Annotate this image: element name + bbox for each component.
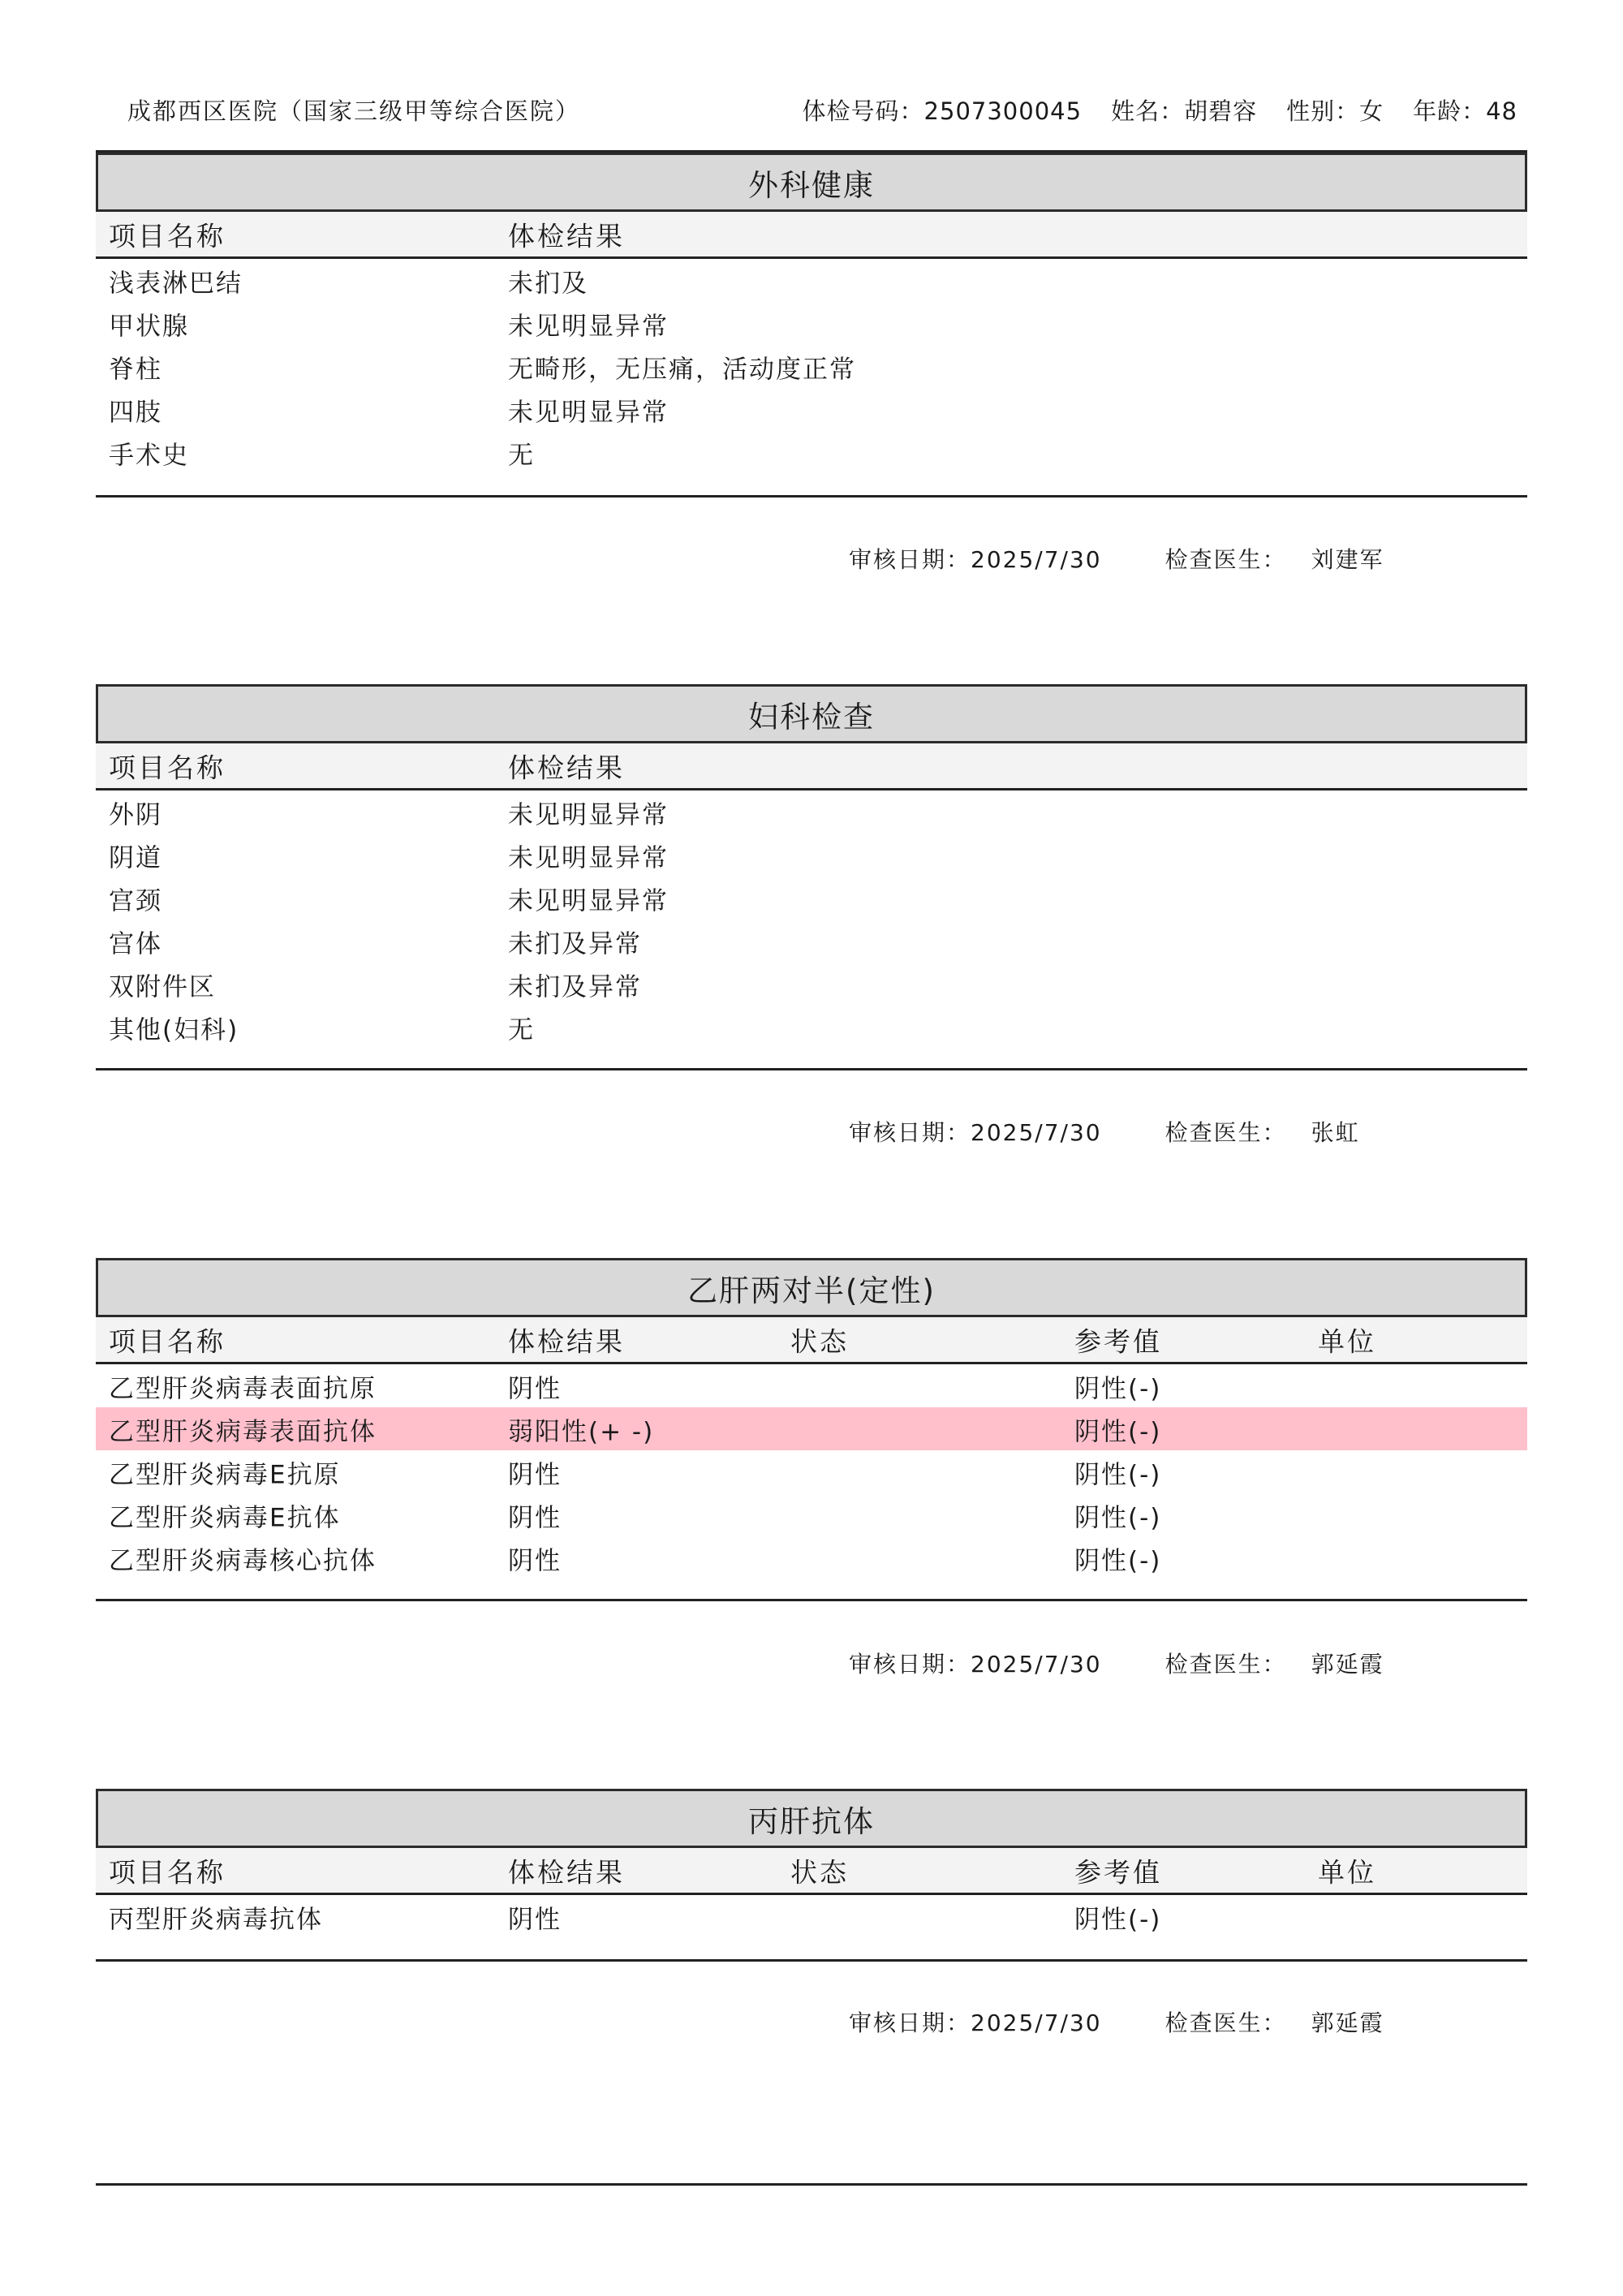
review-date-label: 审核日期： — [849, 1651, 971, 1678]
section-hepatitis-c — [96, 1789, 1527, 1938]
document-header — [0, 93, 1623, 127]
patient-info — [773, 93, 1518, 127]
doctor-name: 张虹 — [1311, 1119, 1360, 1146]
table-row — [96, 790, 1527, 834]
table-row — [96, 1895, 1527, 1938]
col-header-status: 状态 — [790, 1856, 849, 1888]
review-date: 2025/7/30 — [971, 1119, 1102, 1146]
footer-divider — [96, 2183, 1527, 2186]
item-result: 未见明显异常 — [508, 312, 669, 341]
section-bottom-rule — [96, 1068, 1527, 1070]
section-bottom-rule — [96, 1599, 1527, 1601]
hospital-name: 成都西区医院（国家三级甲等综合医院） — [127, 97, 581, 125]
section-hepatitis-b — [96, 1258, 1527, 1579]
table-row — [96, 1493, 1527, 1536]
item-name: 宫颈 — [109, 886, 162, 915]
table-row — [96, 1536, 1527, 1579]
col-header-result: 体检结果 — [508, 752, 625, 783]
item-name: 外阴 — [109, 800, 162, 829]
table-row — [96, 259, 1527, 302]
doctor-name: 刘建军 — [1311, 546, 1384, 573]
item-result: 未见明显异常 — [508, 800, 669, 829]
item-name: 乙型肝炎病毒核心抗体 — [109, 1546, 377, 1575]
item-reference: 阴性(-) — [1074, 1374, 1162, 1403]
table-row — [96, 963, 1527, 1006]
item-result: 未扪及异常 — [508, 972, 642, 1002]
section-title: 乙肝两对半(定性) — [96, 1258, 1527, 1317]
review-date-label: 审核日期： — [849, 1119, 971, 1146]
section-title: 外科健康 — [96, 153, 1527, 212]
item-result: 未扪及 — [508, 269, 588, 298]
doctor-label: 检查医生： — [1165, 1651, 1287, 1678]
table-header-row — [96, 1848, 1527, 1895]
item-reference: 阴性(-) — [1074, 1503, 1162, 1532]
col-header-status: 状态 — [790, 1325, 849, 1357]
item-result: 无畸形，无压痛，活动度正常 — [508, 355, 856, 384]
table-header-row — [96, 743, 1527, 790]
section-title: 丙肝抗体 — [96, 1789, 1527, 1848]
signoff-surgery — [849, 542, 1384, 575]
item-result: 阴性 — [508, 1503, 562, 1532]
patient-name: 姓名：胡碧容 — [1111, 97, 1258, 125]
item-reference: 阴性(-) — [1074, 1417, 1162, 1446]
item-result: 未扪及异常 — [508, 929, 642, 958]
col-header-item: 项目名称 — [109, 1856, 226, 1888]
table-row-abnormal — [96, 1407, 1527, 1450]
item-reference: 阴性(-) — [1074, 1905, 1162, 1934]
doctor-name: 郭延霞 — [1311, 1651, 1384, 1678]
item-name: 阴道 — [109, 843, 162, 872]
col-header-result: 体检结果 — [508, 220, 625, 252]
section-bottom-rule — [96, 1959, 1527, 1962]
signoff-hepatitis-b — [849, 1647, 1384, 1679]
item-name: 双附件区 — [109, 972, 216, 1002]
item-result: 阴性 — [508, 1460, 562, 1489]
col-header-item: 项目名称 — [109, 752, 226, 783]
item-name: 乙型肝炎病毒E抗原 — [109, 1460, 341, 1489]
section-bottom-rule — [96, 495, 1527, 498]
col-header-unit: 单位 — [1318, 1856, 1376, 1888]
item-name: 乙型肝炎病毒E抗体 — [109, 1503, 341, 1532]
item-name: 手术史 — [109, 441, 189, 470]
item-result: 无 — [508, 441, 535, 470]
item-name: 四肢 — [109, 398, 162, 427]
doctor-name: 郭延霞 — [1311, 2010, 1384, 2036]
item-name: 宫体 — [109, 929, 162, 958]
doctor-label: 检查医生： — [1165, 546, 1287, 573]
table-row — [96, 1364, 1527, 1407]
table-row — [96, 877, 1527, 920]
item-name: 脊柱 — [109, 355, 162, 384]
table-row — [96, 302, 1527, 345]
item-result: 未见明显异常 — [508, 398, 669, 427]
table-row — [96, 834, 1527, 877]
col-header-result: 体检结果 — [508, 1856, 625, 1888]
signoff-hepatitis-c — [849, 2005, 1384, 2038]
item-name: 其他(妇科) — [109, 1015, 239, 1045]
section-title: 妇科检查 — [96, 684, 1527, 743]
table-row — [96, 431, 1527, 474]
item-name: 乙型肝炎病毒表面抗原 — [109, 1374, 377, 1403]
patient-age: 年龄：48 — [1413, 97, 1518, 125]
table-header-row — [96, 1317, 1527, 1364]
item-name: 浅表淋巴结 — [109, 269, 243, 298]
review-date: 2025/7/30 — [971, 546, 1102, 573]
section-gynecology — [96, 684, 1527, 1049]
item-result: 未见明显异常 — [508, 843, 669, 872]
col-header-result: 体检结果 — [508, 1325, 625, 1357]
item-result: 无 — [508, 1015, 535, 1045]
item-name: 乙型肝炎病毒表面抗体 — [109, 1417, 377, 1446]
table-row — [96, 388, 1527, 431]
table-row — [96, 1006, 1527, 1049]
table-row — [96, 920, 1527, 963]
item-result: 阴性 — [508, 1905, 562, 1934]
review-date-label: 审核日期： — [849, 546, 971, 573]
item-result: 未见明显异常 — [508, 886, 669, 915]
item-result: 阴性 — [508, 1374, 562, 1403]
review-date: 2025/7/30 — [971, 1651, 1102, 1678]
col-header-unit: 单位 — [1318, 1325, 1376, 1357]
col-header-reference: 参考值 — [1074, 1856, 1162, 1888]
col-header-item: 项目名称 — [109, 220, 226, 252]
table-header-row — [96, 212, 1527, 259]
col-header-reference: 参考值 — [1074, 1325, 1162, 1357]
item-name: 甲状腺 — [109, 312, 189, 341]
item-reference: 阴性(-) — [1074, 1546, 1162, 1575]
doctor-label: 检查医生： — [1165, 2010, 1287, 2036]
signoff-gynecology — [849, 1115, 1360, 1148]
doctor-label: 检查医生： — [1165, 1119, 1287, 1146]
table-row — [96, 345, 1527, 388]
review-date: 2025/7/30 — [971, 2010, 1102, 2036]
item-result: 阴性 — [508, 1546, 562, 1575]
col-header-item: 项目名称 — [109, 1325, 226, 1357]
table-row — [96, 1450, 1527, 1493]
item-reference: 阴性(-) — [1074, 1460, 1162, 1489]
review-date-label: 审核日期： — [849, 2010, 971, 2036]
section-surgery — [96, 153, 1527, 474]
patient-gender: 性别：女 — [1286, 97, 1384, 125]
exam-number: 体检号码：2507300045 — [802, 97, 1083, 125]
item-name: 丙型肝炎病毒抗体 — [109, 1905, 323, 1934]
item-result: 弱阳性(+ -) — [508, 1417, 655, 1446]
